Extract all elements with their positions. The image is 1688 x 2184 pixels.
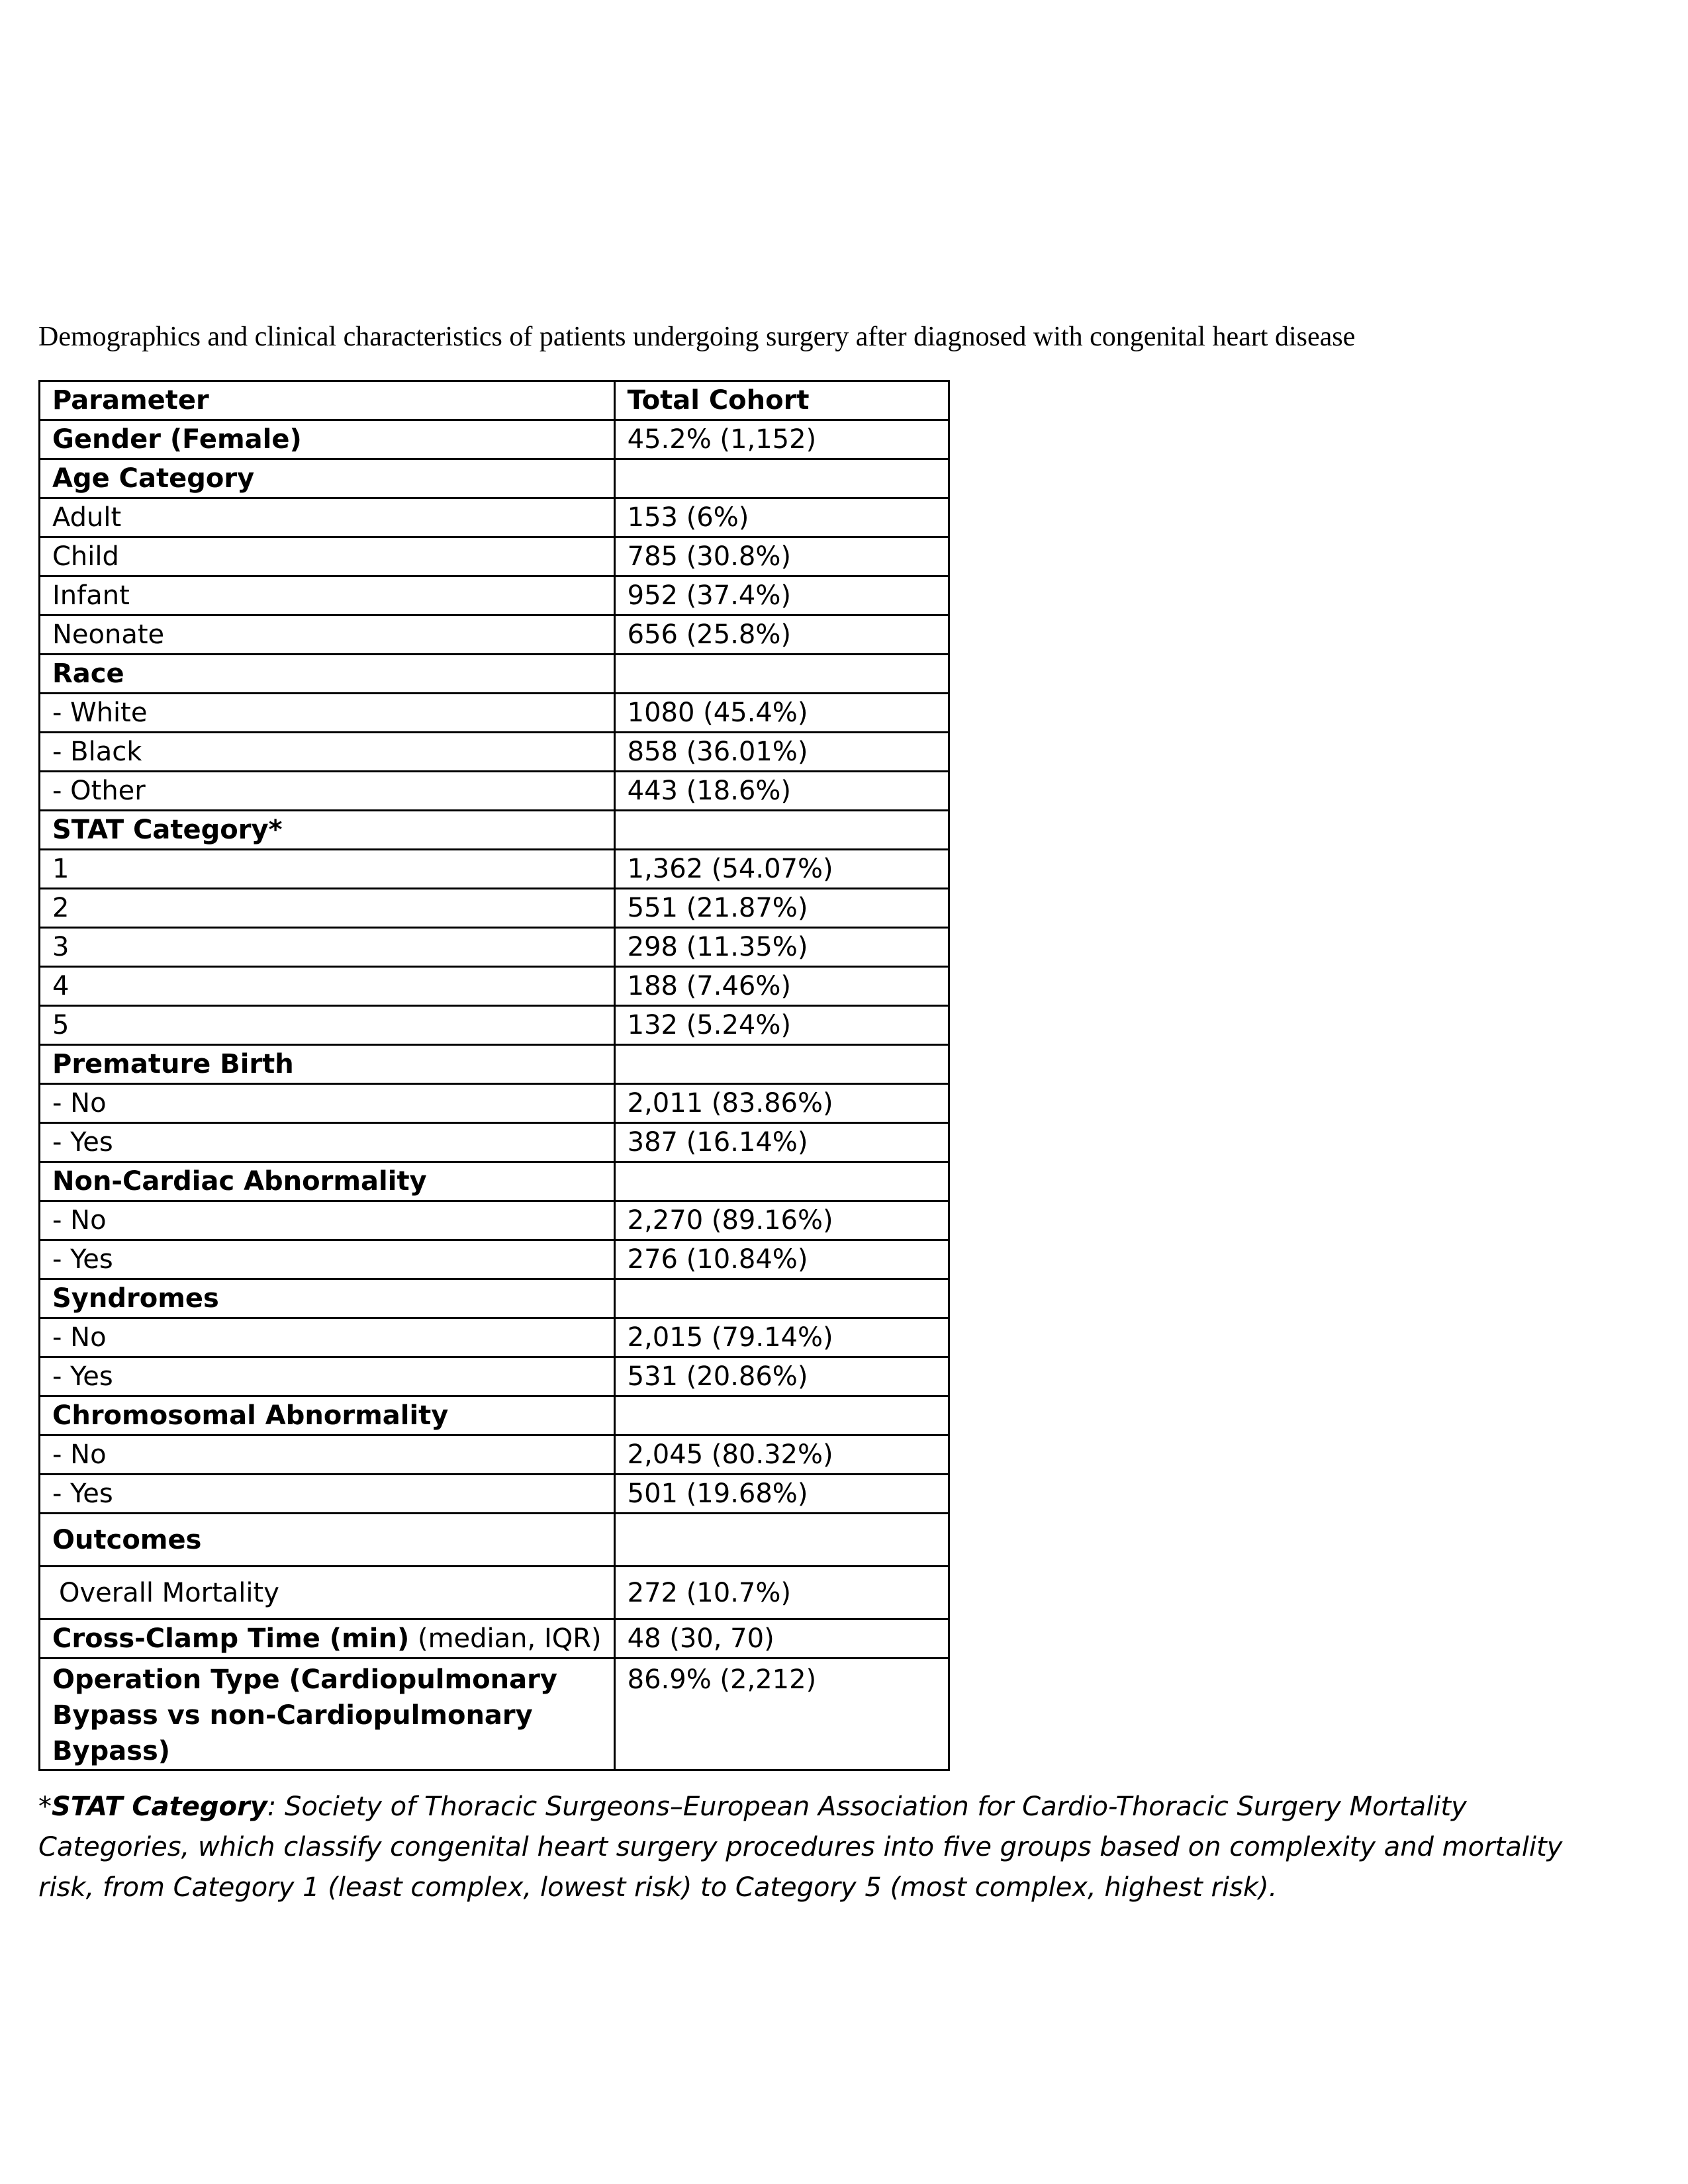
row-label: 5 — [40, 1006, 615, 1045]
table-row — [40, 1435, 949, 1475]
table-section-row — [40, 420, 949, 459]
row-label: Overall Mortality — [40, 1567, 615, 1619]
row-label: Outcomes — [40, 1514, 615, 1567]
row-label: 4 — [40, 967, 615, 1006]
row-label: Neonate — [40, 615, 615, 655]
row-label: - No — [40, 1435, 615, 1475]
table-row — [40, 967, 949, 1006]
table-row — [40, 889, 949, 928]
row-value: 1080 (45.4%) — [614, 694, 949, 733]
footnote-prefix: * — [38, 1792, 52, 1822]
table-row — [40, 576, 949, 615]
row-label: - Black — [40, 733, 615, 772]
table-row-cross-clamp — [40, 1619, 949, 1659]
row-label: - Yes — [40, 1240, 615, 1279]
row-label: - No — [40, 1084, 615, 1123]
row-label: 1 — [40, 850, 615, 889]
row-label: Operation Type (Cardiopulmonary Bypass vs non-Cardiopulmonary Bypass) — [40, 1659, 615, 1770]
row-value — [614, 1279, 949, 1318]
characteristics-table — [38, 380, 950, 1771]
row-label: Chromosomal Abnormality — [40, 1396, 615, 1435]
row-value — [614, 1162, 949, 1201]
table-row — [40, 537, 949, 576]
row-label — [40, 1619, 615, 1659]
row-value — [614, 655, 949, 694]
row-value: 858 (36.01%) — [614, 733, 949, 772]
row-value: 785 (30.8%) — [614, 537, 949, 576]
table-caption: Demographics and clinical characteristics of patients undergoing surgery after diagnosed with congenital heart disease — [38, 322, 1356, 352]
table-row — [40, 615, 949, 655]
row-label-bold: Cross-Clamp Time (min) — [52, 1623, 410, 1654]
table-section-row — [40, 811, 949, 850]
row-label: Non-Cardiac Abnormality — [40, 1162, 615, 1201]
footnote-text: : Society of Thoracic Surgeons–European Association for Cardio-Thoracic Surgery Mortality Categories, which classify congenital heart surgery procedures into five groups based on complexity and mortality risk, from Category 1 (least complex, lowest risk) to Category 5 (most complex, highest risk). — [38, 1792, 1563, 1903]
table-header-row — [40, 381, 949, 420]
row-value: 2,011 (83.86%) — [614, 1084, 949, 1123]
table-row — [40, 498, 949, 537]
table-row — [40, 928, 949, 967]
row-label: STAT Category* — [40, 811, 615, 850]
table-row — [40, 694, 949, 733]
row-label: - No — [40, 1201, 615, 1240]
table-row — [40, 1357, 949, 1396]
row-value: 2,045 (80.32%) — [614, 1435, 949, 1475]
row-label: Adult — [40, 498, 615, 537]
table-row — [40, 1475, 949, 1514]
table-section-row — [40, 1045, 949, 1084]
table-row-operation-type — [40, 1659, 949, 1770]
table-row — [40, 1084, 949, 1123]
row-label: 2 — [40, 889, 615, 928]
row-label: Race — [40, 655, 615, 694]
footnote — [38, 1787, 1614, 1908]
row-label: Gender (Female) — [40, 420, 615, 459]
row-value: 188 (7.46%) — [614, 967, 949, 1006]
row-value — [614, 811, 949, 850]
row-label: - No — [40, 1318, 615, 1357]
row-label: - Other — [40, 772, 615, 811]
table-section-row — [40, 1514, 949, 1567]
table-row — [40, 1318, 949, 1357]
table-section-row — [40, 655, 949, 694]
row-value — [614, 459, 949, 498]
row-label: - Yes — [40, 1357, 615, 1396]
row-value: 531 (20.86%) — [614, 1357, 949, 1396]
table-section-row — [40, 459, 949, 498]
row-value: 298 (11.35%) — [614, 928, 949, 967]
row-value: 86.9% (2,212) — [614, 1659, 949, 1770]
row-label: Age Category — [40, 459, 615, 498]
table-row — [40, 1240, 949, 1279]
row-value — [614, 1396, 949, 1435]
row-value: 952 (37.4%) — [614, 576, 949, 615]
table-section-row — [40, 1279, 949, 1318]
table-section-row — [40, 1162, 949, 1201]
row-value: 132 (5.24%) — [614, 1006, 949, 1045]
row-label: 3 — [40, 928, 615, 967]
row-value: 501 (19.68%) — [614, 1475, 949, 1514]
header-parameter: Parameter — [40, 381, 615, 420]
row-label: - Yes — [40, 1123, 615, 1162]
table-row — [40, 733, 949, 772]
table-row — [40, 1006, 949, 1045]
row-label: Infant — [40, 576, 615, 615]
row-label: - White — [40, 694, 615, 733]
row-value: 1,362 (54.07%) — [614, 850, 949, 889]
row-label: Syndromes — [40, 1279, 615, 1318]
row-value: 551 (21.87%) — [614, 889, 949, 928]
row-value: 48 (30, 70) — [614, 1619, 949, 1659]
table-row — [40, 1123, 949, 1162]
row-label: Premature Birth — [40, 1045, 615, 1084]
table-row — [40, 850, 949, 889]
row-value — [614, 1045, 949, 1084]
row-value: 272 (10.7%) — [614, 1567, 949, 1619]
row-label: Child — [40, 537, 615, 576]
table-section-row — [40, 1396, 949, 1435]
row-value: 656 (25.8%) — [614, 615, 949, 655]
row-label: - Yes — [40, 1475, 615, 1514]
table-row — [40, 772, 949, 811]
table-row — [40, 1201, 949, 1240]
row-value — [614, 1514, 949, 1567]
row-value: 387 (16.14%) — [614, 1123, 949, 1162]
table-row-mortality — [40, 1567, 949, 1619]
row-value: 2,270 (89.16%) — [614, 1201, 949, 1240]
row-value: 45.2% (1,152) — [614, 420, 949, 459]
footnote-term: STAT Category — [52, 1792, 267, 1822]
row-label-rest: (median, IQR) — [409, 1623, 602, 1654]
header-total-cohort: Total Cohort — [614, 381, 949, 420]
row-value: 443 (18.6%) — [614, 772, 949, 811]
row-value: 276 (10.84%) — [614, 1240, 949, 1279]
row-value: 2,015 (79.14%) — [614, 1318, 949, 1357]
row-value: 153 (6%) — [614, 498, 949, 537]
